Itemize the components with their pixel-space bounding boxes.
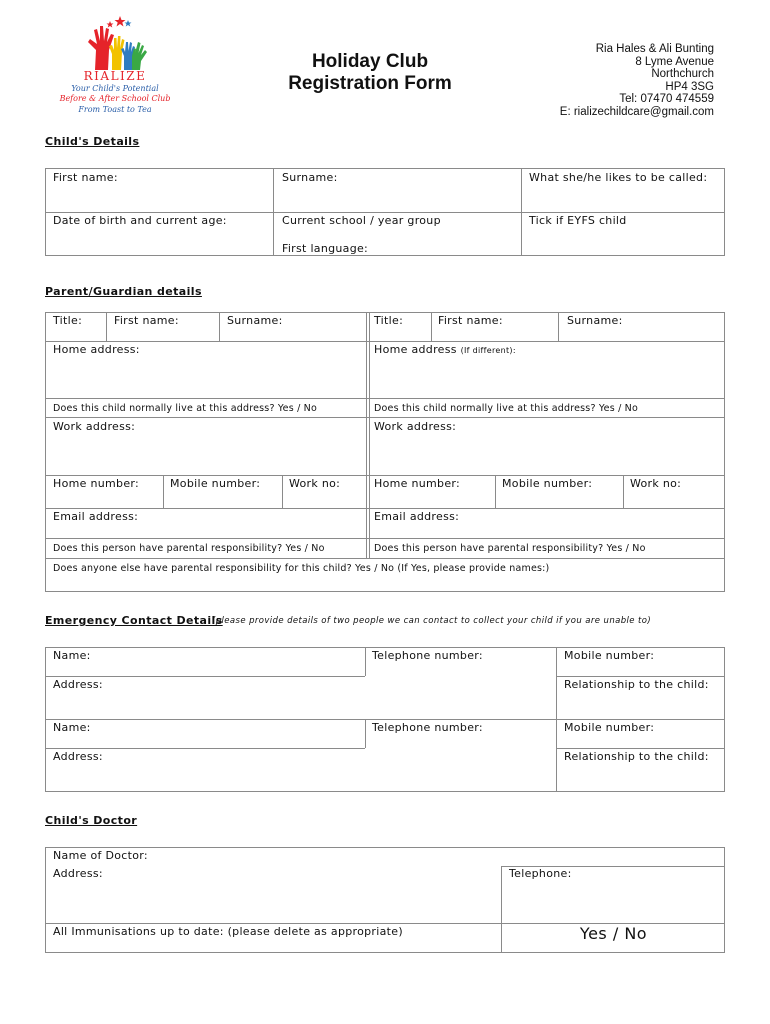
divider bbox=[282, 475, 283, 508]
child-preferred-name-field[interactable]: What she/he likes to be called: bbox=[529, 171, 708, 184]
contact-postcode: HP4 3SG bbox=[665, 80, 714, 93]
hands-logo-icon bbox=[50, 12, 180, 74]
logo bbox=[50, 12, 180, 122]
doctor-telephone-field[interactable]: Telephone: bbox=[509, 867, 572, 880]
divider bbox=[495, 475, 496, 508]
divider bbox=[431, 312, 432, 341]
other-parental-responsibility-question[interactable]: Does anyone else have parental responsibility for this child? Yes / No (If Yes, please provide names:) bbox=[53, 563, 550, 574]
parent2-lives-here-question[interactable]: Does this child normally live at this address? Yes / No bbox=[374, 403, 639, 414]
doctor-heading: Child's Doctor bbox=[45, 814, 138, 827]
emergency1-telephone-field[interactable]: Telephone number: bbox=[372, 649, 483, 662]
emergency1-mobile-field[interactable]: Mobile number: bbox=[564, 649, 655, 662]
contact-names: Ria Hales & Ali Bunting bbox=[595, 43, 714, 55]
divider bbox=[623, 475, 624, 508]
if-different-note: (If different): bbox=[460, 346, 516, 355]
divider bbox=[219, 312, 220, 341]
emergency2-name-field[interactable]: Name: bbox=[53, 721, 91, 734]
divider bbox=[556, 676, 725, 677]
parent1-email-field[interactable]: Email address: bbox=[53, 510, 139, 523]
parent2-surname-field[interactable]: Surname: bbox=[567, 314, 623, 327]
divider bbox=[273, 168, 274, 256]
logo-tagline-club: Before & After School Club bbox=[59, 94, 171, 103]
divider bbox=[365, 647, 366, 676]
page-title bbox=[270, 51, 470, 95]
parent1-lives-here-question[interactable]: Does this child normally live at this address? Yes / No bbox=[53, 403, 318, 414]
divider bbox=[521, 168, 522, 256]
title-line-1: Holiday Club bbox=[311, 51, 429, 72]
divider bbox=[45, 417, 725, 418]
title-line-2: Registration Form bbox=[288, 73, 452, 94]
parent2-parental-responsibility-question[interactable]: Does this person have parental responsibility? Yes / No bbox=[374, 543, 646, 554]
parent1-parental-responsibility-question[interactable]: Does this person have parental responsibility? Yes / No bbox=[53, 543, 325, 554]
parent1-first-name-field[interactable]: First name: bbox=[114, 314, 179, 327]
divider bbox=[366, 312, 367, 558]
contact-address bbox=[560, 43, 714, 119]
emergency2-telephone-field[interactable]: Telephone number: bbox=[372, 721, 483, 734]
divider bbox=[45, 719, 725, 720]
parent1-home-number-field[interactable]: Home number: bbox=[53, 477, 140, 490]
parent2-home-address-field[interactable] bbox=[374, 343, 516, 356]
emergency2-relationship-field[interactable]: Relationship to the child: bbox=[564, 750, 709, 763]
parent-details-heading: Parent/Guardian details bbox=[45, 285, 202, 298]
divider bbox=[369, 312, 370, 558]
child-surname-field[interactable]: Surname: bbox=[282, 171, 338, 184]
divider bbox=[45, 212, 725, 213]
divider bbox=[45, 508, 725, 509]
immunisations-yes-no[interactable]: Yes / No bbox=[579, 924, 648, 943]
divider bbox=[106, 312, 107, 341]
divider bbox=[365, 719, 366, 748]
emergency-contact-heading: Emergency Contact Details bbox=[45, 614, 223, 627]
parent2-home-address-label: Home address bbox=[374, 343, 457, 356]
logo-tagline-potential: Your Child's Potential bbox=[71, 84, 159, 93]
parent2-mobile-number-field[interactable]: Mobile number: bbox=[502, 477, 593, 490]
parent2-work-number-field[interactable]: Work no: bbox=[630, 477, 682, 490]
divider bbox=[45, 558, 725, 559]
emergency1-name-field[interactable]: Name: bbox=[53, 649, 91, 662]
contact-tel: Tel: 07470 474559 bbox=[619, 93, 714, 106]
doctor-name-field[interactable]: Name of Doctor: bbox=[53, 849, 148, 862]
divider bbox=[45, 676, 365, 677]
divider bbox=[45, 398, 725, 399]
logo-brand: RIALIZE bbox=[83, 69, 147, 83]
child-school-field[interactable]: Current school / year group bbox=[282, 214, 441, 227]
parent1-home-address-field[interactable]: Home address: bbox=[53, 343, 140, 356]
parent2-home-number-field[interactable]: Home number: bbox=[374, 477, 461, 490]
parent1-title-field[interactable]: Title: bbox=[53, 314, 83, 327]
child-details-heading: Child's Details bbox=[45, 135, 140, 148]
parent1-work-address-field[interactable]: Work address: bbox=[53, 420, 136, 433]
divider bbox=[45, 538, 725, 539]
immunisations-question: All Immunisations up to date: (please delete as appropriate) bbox=[53, 925, 403, 938]
emergency2-mobile-field[interactable]: Mobile number: bbox=[564, 721, 655, 734]
doctor-address-field[interactable]: Address: bbox=[53, 867, 103, 880]
parent1-surname-field[interactable]: Surname: bbox=[227, 314, 283, 327]
divider bbox=[558, 312, 559, 341]
child-first-name-field[interactable]: First name: bbox=[53, 171, 118, 184]
child-dob-age-field[interactable]: Date of birth and current age: bbox=[53, 214, 227, 227]
child-first-language-field[interactable]: First language: bbox=[282, 242, 369, 255]
emergency2-address-field[interactable]: Address: bbox=[53, 750, 103, 763]
parent2-work-address-field[interactable]: Work address: bbox=[374, 420, 457, 433]
divider bbox=[556, 647, 557, 792]
contact-street: 8 Lyme Avenue bbox=[635, 55, 714, 68]
logo-tagline-toast: From Toast to Tea bbox=[78, 105, 152, 114]
contact-town: Northchurch bbox=[651, 68, 714, 81]
divider bbox=[163, 475, 164, 508]
divider bbox=[556, 748, 725, 749]
eyfs-checkbox[interactable]: Tick if EYFS child bbox=[529, 214, 627, 227]
parent1-work-number-field[interactable]: Work no: bbox=[289, 477, 341, 490]
emergency-contact-note: (please provide details of two people we can contact to collect your child if you are unable to) bbox=[212, 616, 652, 626]
parent1-mobile-number-field[interactable]: Mobile number: bbox=[170, 477, 261, 490]
divider bbox=[45, 341, 725, 342]
parent2-first-name-field[interactable]: First name: bbox=[438, 314, 503, 327]
emergency1-address-field[interactable]: Address: bbox=[53, 678, 103, 691]
parent2-email-field[interactable]: Email address: bbox=[374, 510, 460, 523]
parent2-title-field[interactable]: Title: bbox=[374, 314, 404, 327]
emergency1-relationship-field[interactable]: Relationship to the child: bbox=[564, 678, 709, 691]
divider bbox=[45, 748, 365, 749]
contact-email: E: rializechildcare@gmail.com bbox=[559, 105, 714, 118]
